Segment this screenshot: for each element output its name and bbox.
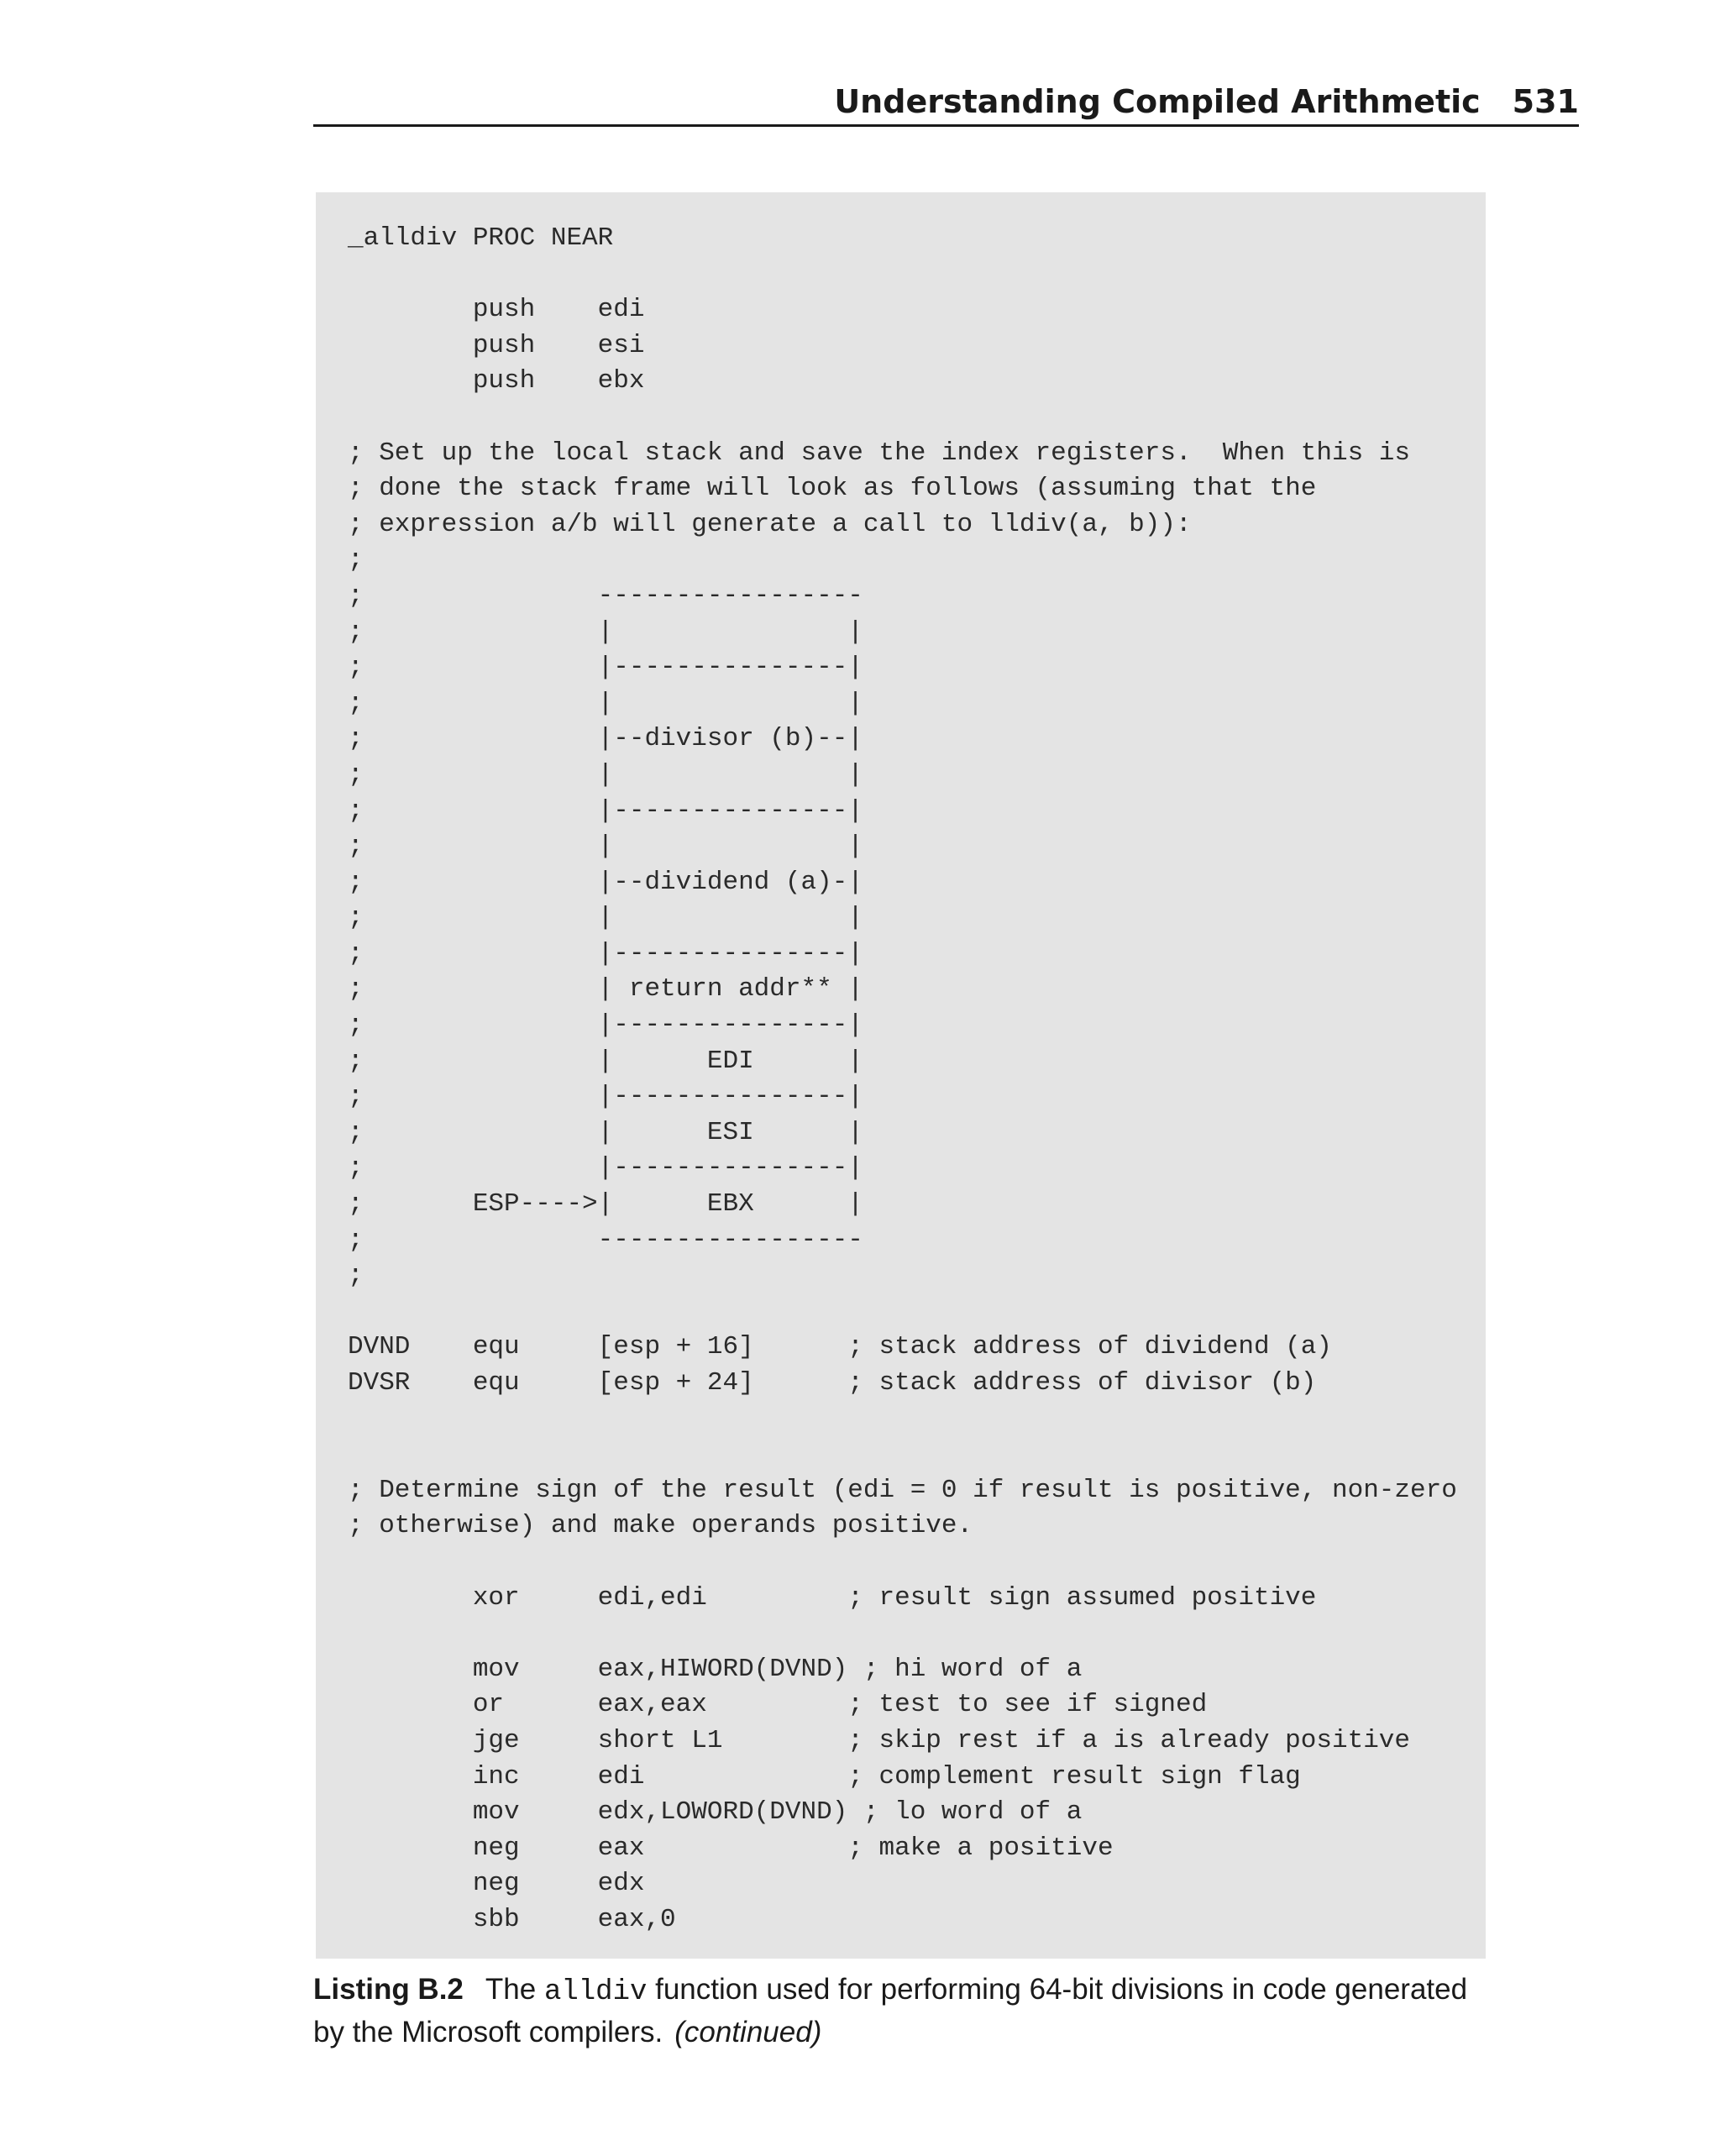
code-line: _alldiv PROC NEAR [348,223,614,253]
code-line: ; Determine sign of the result (edi = 0 if result is positive, non-zero [348,1475,1457,1505]
code-line: ; |---------------| [348,653,863,683]
code-line: push esi [348,330,645,360]
code-line: neg edx [348,1869,645,1899]
caption-continued: (continued) [674,2016,822,2048]
code-line: xor edi,edi ; result sign assumed positive [348,1582,1317,1613]
code-line: ; | | [348,759,863,789]
caption-text-after: function used for performing 64-bit divisions in code generated by the Microsoft compilers. [313,1973,1468,2048]
chapter-title: Understanding Compiled Arithmetic [834,83,1481,120]
code-line: neg eax ; make a positive [348,1833,1114,1863]
code-line [348,1294,1457,1330]
code-line: or eax,eax ; test to see if signed [348,1690,1208,1720]
code-line [348,1402,1457,1438]
code-line: ; | ESI | [348,1117,863,1147]
code-line: ; |---------------| [348,1153,863,1183]
code-line [348,1616,1457,1652]
code-line: ; |--divisor (b)--| [348,724,863,754]
code-line [348,1437,1457,1473]
code-line: ; |--dividend (a)-| [348,867,863,897]
page-number: 531 [1512,83,1579,120]
code-line: ; done the stack frame will look as follows (assuming that the [348,474,1317,504]
code-line: ; Set up the local stack and save the index registers. When this is [348,438,1411,468]
listing-caption [313,1970,1497,2053]
code-line: jge short L1 ; skip rest if a is already positive [348,1725,1411,1755]
code-listing-panel [316,192,1486,1959]
code-line: ; |---------------| [348,1010,863,1041]
code-line: sbb eax,0 [348,1904,676,1934]
code-line: ; |---------------| [348,938,863,968]
code-line: push edi [348,295,645,325]
code-line: ; | EDI | [348,1046,863,1076]
code-listing [348,221,1457,1938]
code-line: ; | return addr** | [348,974,863,1005]
code-line: ; ESP---->| EBX | [348,1189,863,1220]
code-line: DVND equ [esp + 16] ; stack address of dividend (a) [348,1332,1332,1362]
caption-text-before: The [485,1973,544,2006]
code-line [348,257,1457,293]
code-line: ; ----------------- [348,1225,863,1255]
code-line: ; ----------------- [348,580,863,611]
code-line: mov eax,HIWORD(DVND) ; hi word of a [348,1654,1083,1684]
code-line: ; [348,1261,364,1291]
code-line: push ebx [348,366,645,396]
code-line: ; | | [348,688,863,718]
caption-function-name: alldiv [543,1976,648,2008]
running-header [313,79,1579,127]
code-line: mov edx,LOWORD(DVND) ; lo word of a [348,1797,1083,1828]
code-line: ; otherwise) and make operands positive. [348,1511,973,1541]
code-line: ; | | [348,616,863,647]
listing-label: Listing B.2 [313,1973,464,2006]
code-line: ; [348,545,364,575]
code-line: ; expression a/b will generate a call to lldiv(a, b)): [348,509,1192,539]
code-line: ; | | [348,831,863,862]
code-line [348,400,1457,436]
code-line: ; |---------------| [348,795,863,826]
code-line: DVSR equ [esp + 24] ; stack address of divisor (b) [348,1368,1317,1398]
code-line [348,1545,1457,1581]
code-line: ; |---------------| [348,1082,863,1112]
code-line: ; | | [348,903,863,933]
code-line: inc edi ; complement result sign flag [348,1761,1301,1791]
